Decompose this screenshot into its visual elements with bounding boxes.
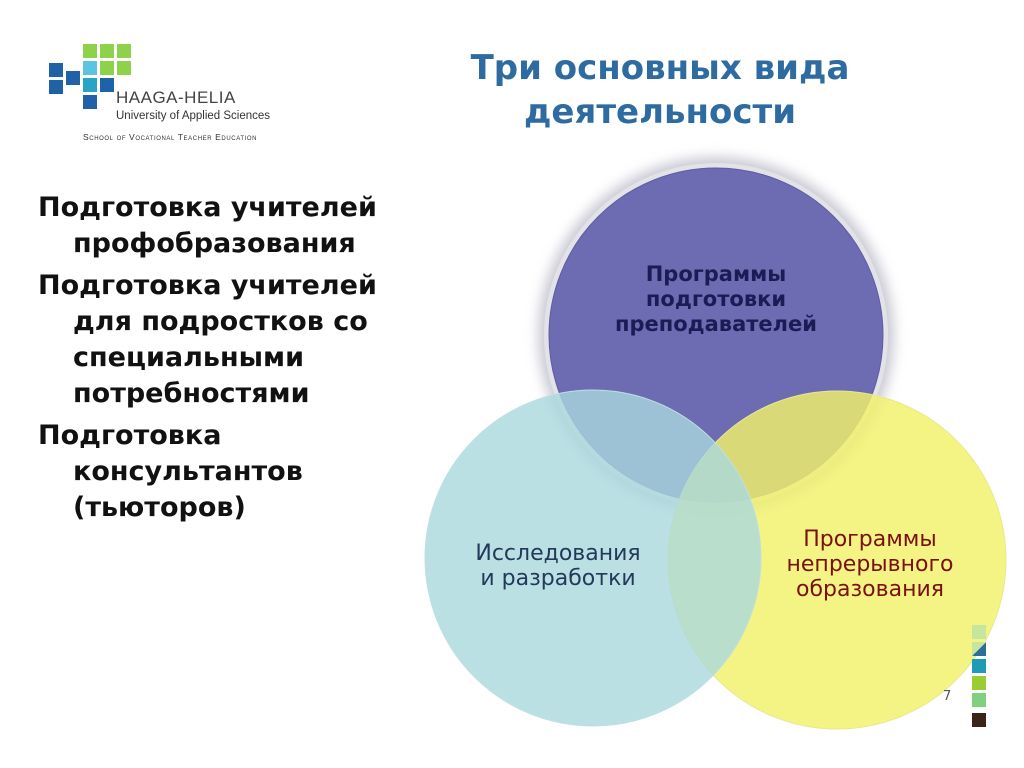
decor-square	[972, 659, 986, 673]
logo-school: School of Vocational Teacher Education	[83, 132, 258, 142]
list-item: Подготовка консультантов (тьюторов)	[38, 420, 303, 523]
logo-subtitle: University of Applied Sciences	[116, 110, 271, 122]
right-circle-line-3: образования	[796, 577, 944, 602]
top-circle-label	[566, 262, 866, 337]
right-circle-line-2: непрерывного	[786, 552, 954, 577]
top-circle-line-1: Программы	[645, 262, 787, 286]
title-line-1: Три основных вида	[470, 48, 850, 88]
right-circle-label	[755, 527, 985, 602]
list-item: Подготовка учителей для подростков со специальными потребностями	[38, 270, 377, 409]
decor-square	[972, 693, 986, 707]
decor-square	[972, 625, 986, 639]
page-number: 7	[943, 689, 952, 704]
decor-square	[972, 713, 986, 727]
logo-name: HAAGA-HELIA	[116, 88, 236, 107]
top-circle-line-2: подготовки	[645, 287, 787, 311]
list-item: Подготовка учителей профобразования	[38, 192, 377, 259]
decor-square	[972, 642, 986, 656]
right-circle-line-1: Программы	[803, 527, 937, 552]
left-circle-label	[440, 541, 676, 591]
top-circle-line-3: преподавателей	[614, 312, 818, 336]
decor-square	[972, 676, 986, 690]
left-circle-line-2: и разработки	[480, 566, 636, 591]
left-circle-line-1: Исследования	[475, 541, 641, 566]
title-line-2: деятельности	[523, 92, 797, 132]
